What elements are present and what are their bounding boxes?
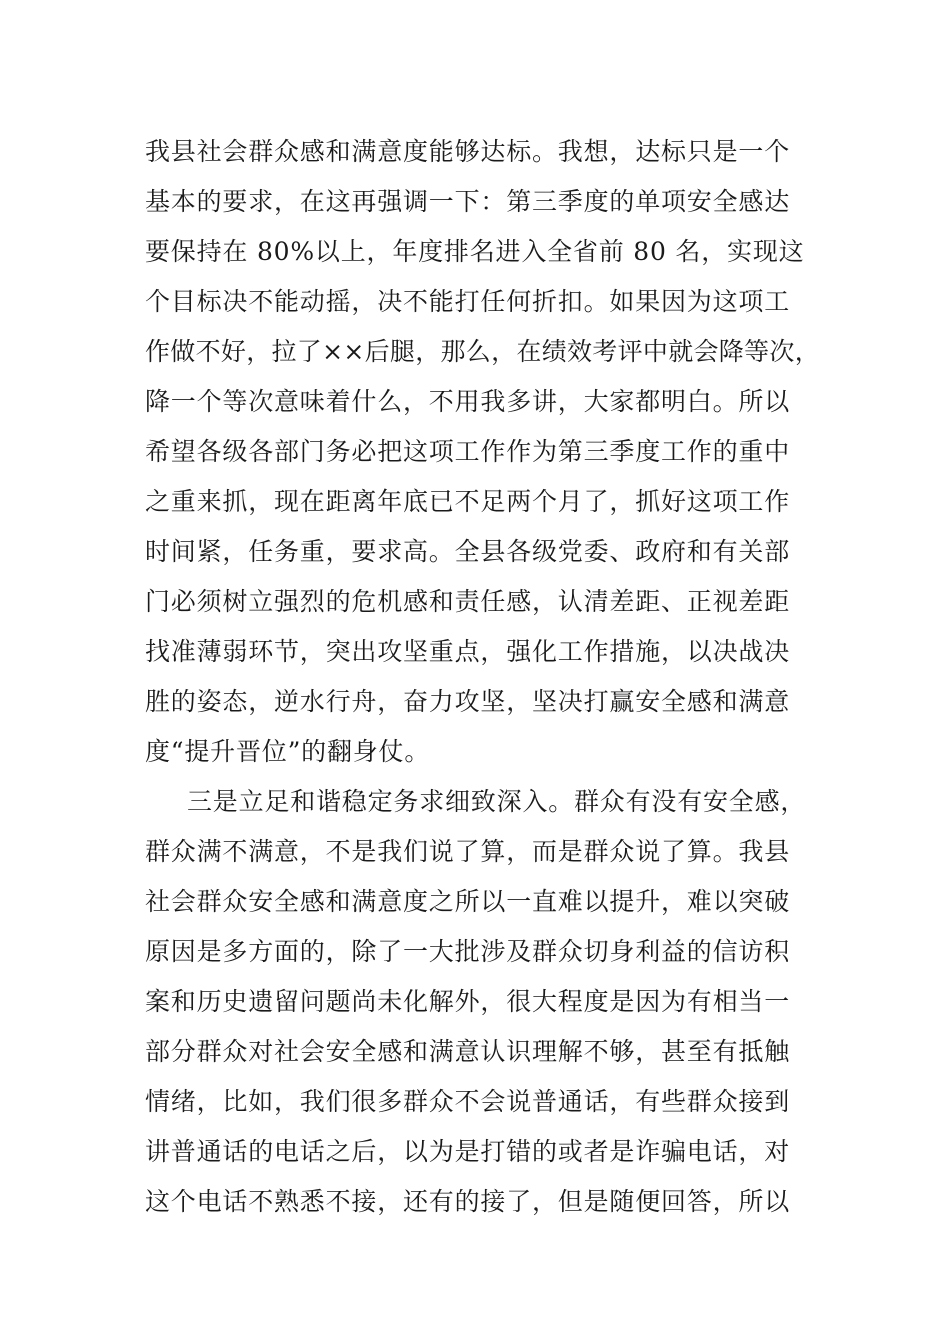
text-line: 作做不好，拉了××后腿，那么，在绩效考评中就会降等次， — [145, 337, 820, 366]
text-line: 原因是多方面的，除了一大批涉及群众切身利益的信访积 — [145, 937, 791, 966]
text-line: 之重来抓，现在距离年底已不足两个月了，抓好这项工作 — [145, 487, 791, 516]
text-line: 社会群众安全感和满意度之所以一直难以提升，难以突破 — [145, 887, 791, 916]
text-line: 要保持在 80%以上，年度排名进入全省前 80 名，实现这 — [145, 237, 805, 266]
text-line: 找准薄弱环节，突出攻坚重点，强化工作措施，以决战决 — [145, 637, 791, 666]
text-line: 时间紧，任务重，要求高。全县各级党委、政府和有关部 — [145, 537, 791, 566]
text-line: 讲普通话的电话之后，以为是打错的或者是诈骗电话，对 — [145, 1137, 791, 1166]
text-line: 情绪，比如，我们很多群众不会说普通话，有些群众接到 — [145, 1087, 791, 1116]
text-line: 胜的姿态，逆水行舟，奋力攻坚，坚决打赢安全感和满意 — [145, 687, 791, 716]
text-line: 这个电话不熟悉不接，还有的接了，但是随便回答，所以 — [145, 1187, 791, 1216]
text-line: 希望各级各部门务必把这项工作作为第三季度工作的重中 — [145, 437, 791, 466]
text-line: 群众满不满意，不是我们说了算，而是群众说了算。我县 — [145, 837, 791, 866]
text-line: 案和历史遗留问题尚未化解外，很大程度是因为有相当一 — [145, 987, 791, 1016]
paragraph-first-line: 三是立足和谐稳定务求细致深入。群众有没有安全感， — [187, 787, 807, 816]
text-line: 度“提升晋位”的翻身仗。 — [145, 737, 431, 766]
text-line: 我县社会群众感和满意度能够达标。我想，达标只是一个 — [145, 137, 791, 166]
text-line: 基本的要求，在这再强调一下：第三季度的单项安全感达 — [145, 187, 791, 216]
text-line: 个目标决不能动摇，决不能打任何折扣。如果因为这项工 — [145, 287, 791, 316]
text-line: 降一个等次意味着什么，不用我多讲，大家都明白。所以 — [145, 387, 791, 416]
text-line: 部分群众对社会安全感和满意认识理解不够，甚至有抵触 — [145, 1037, 791, 1066]
text-line: 门必须树立强烈的危机感和责任感，认清差距、正视差距 — [145, 587, 791, 616]
